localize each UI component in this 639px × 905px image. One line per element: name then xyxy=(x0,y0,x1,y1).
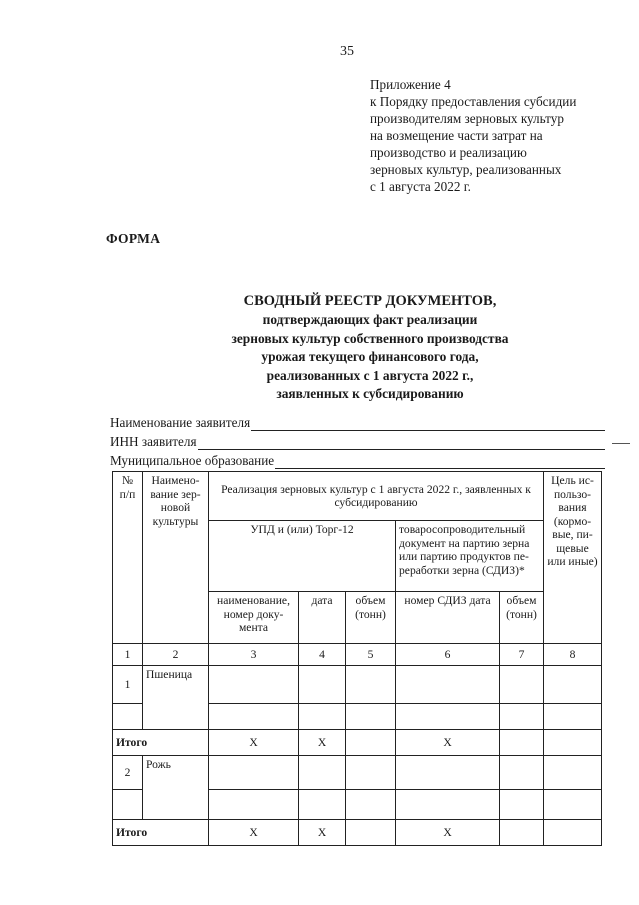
cell[interactable] xyxy=(500,790,544,820)
appendix-note xyxy=(370,76,630,195)
cell[interactable] xyxy=(396,756,500,790)
register-table xyxy=(112,471,602,846)
applicant-inn-line[interactable] xyxy=(198,435,605,450)
cell[interactable] xyxy=(396,790,500,820)
title-line: подтверждающих факт реализации xyxy=(262,312,478,327)
form-label: ФОРМА xyxy=(106,231,161,246)
cell[interactable] xyxy=(544,756,602,790)
appendix-line: на возмещение части затрат на xyxy=(370,128,543,143)
header-sdiz-group: товаросопроводительный документ на партию зерна или партию продуктов пе-реработки зерна (СДИЗ)* xyxy=(396,521,544,592)
applicant-fields xyxy=(110,412,605,469)
title-main: СВОДНЫЙ РЕЕСТР ДОКУМЕНТОВ, xyxy=(243,293,497,309)
col-number: 3 xyxy=(209,644,299,666)
cell[interactable] xyxy=(396,666,500,704)
cell[interactable] xyxy=(299,704,346,730)
appendix-line: с 1 августа 2022 г. xyxy=(370,179,471,194)
cell[interactable] xyxy=(209,756,299,790)
applicant-name-line[interactable] xyxy=(251,416,605,431)
appendix-line: Приложение 4 xyxy=(370,77,451,92)
cell[interactable] xyxy=(544,790,602,820)
col-number: 1 xyxy=(113,644,143,666)
applicant-name-label: Наименование заявителя xyxy=(110,415,251,430)
table-row xyxy=(113,756,602,790)
cell[interactable] xyxy=(346,820,396,846)
cell[interactable] xyxy=(346,666,396,704)
total-row xyxy=(113,820,602,846)
cell[interactable] xyxy=(209,790,299,820)
header-num: № п/п xyxy=(113,472,143,644)
x-mark: Х xyxy=(396,820,500,846)
appendix-line: к Порядку предоставления субсидии xyxy=(370,94,577,109)
scan-mark xyxy=(612,443,630,444)
cell[interactable] xyxy=(500,756,544,790)
header-upd: УПД и (или) Торг-12 xyxy=(209,521,396,592)
header-volume2: объем (тонн) xyxy=(500,592,544,644)
cell[interactable] xyxy=(396,704,500,730)
header-sdiz-num: номер СДИЗ дата xyxy=(396,592,500,644)
municipality-field[interactable] xyxy=(110,450,605,469)
applicant-name-field[interactable] xyxy=(110,412,605,431)
x-mark: Х xyxy=(209,820,299,846)
crop-name: Рожь xyxy=(143,756,209,820)
cell[interactable] xyxy=(299,756,346,790)
cell[interactable] xyxy=(500,820,544,846)
cell[interactable] xyxy=(346,704,396,730)
cell[interactable] xyxy=(544,820,602,846)
cell[interactable] xyxy=(209,666,299,704)
cell[interactable] xyxy=(346,730,396,756)
page-number: 35 xyxy=(340,44,354,59)
cell[interactable] xyxy=(299,790,346,820)
cell[interactable] xyxy=(544,730,602,756)
title-line: заявленных к субсидированию xyxy=(276,386,464,401)
applicant-inn-label: ИНН заявителя xyxy=(110,434,197,449)
cell[interactable] xyxy=(299,666,346,704)
cell[interactable] xyxy=(544,666,602,704)
cell[interactable] xyxy=(346,756,396,790)
municipality-line[interactable] xyxy=(275,454,605,469)
row-num: 1 xyxy=(113,666,143,704)
cell[interactable] xyxy=(113,704,143,730)
cell[interactable] xyxy=(500,704,544,730)
document-title xyxy=(160,292,580,404)
table-row xyxy=(113,666,602,704)
header-doc-name: наименование, номер доку-мента xyxy=(209,592,299,644)
cell[interactable] xyxy=(544,704,602,730)
col-number: 7 xyxy=(500,644,544,666)
header-volume: объем (тонн) xyxy=(346,592,396,644)
row-num: 2 xyxy=(113,756,143,790)
header-purpose: Цель ис-пользо-вания (кормо-вые, пи-щевые или иные) xyxy=(544,472,602,644)
cell[interactable] xyxy=(500,666,544,704)
appendix-line: зерновых культур, реализованных xyxy=(370,162,562,177)
x-mark: Х xyxy=(209,730,299,756)
cell[interactable] xyxy=(500,730,544,756)
cell[interactable] xyxy=(346,790,396,820)
col-number: 5 xyxy=(346,644,396,666)
municipality-label: Муниципальное образование xyxy=(110,453,275,468)
x-mark: Х xyxy=(396,730,500,756)
col-number: 4 xyxy=(299,644,346,666)
header-crop: Наимено-вание зер-новой культуры xyxy=(143,472,209,644)
header-date: дата xyxy=(299,592,346,644)
header-sales: Реализация зерновых культур с 1 августа 2022 г., заявленных к субсидированию xyxy=(209,472,544,521)
col-number: 8 xyxy=(544,644,602,666)
col-number: 6 xyxy=(396,644,500,666)
title-line: урожая текущего финансового года, xyxy=(261,349,479,364)
appendix-line: производство и реализацию xyxy=(370,145,527,160)
x-mark: Х xyxy=(299,820,346,846)
col-number: 2 xyxy=(143,644,209,666)
crop-name: Пшеница xyxy=(143,666,209,730)
total-row xyxy=(113,730,602,756)
applicant-inn-field[interactable] xyxy=(110,431,605,450)
title-line: реализованных с 1 августа 2022 г., xyxy=(266,367,474,383)
total-label: Итого xyxy=(113,820,209,846)
cell[interactable] xyxy=(209,704,299,730)
total-label: Итого xyxy=(113,730,209,756)
x-mark: Х xyxy=(299,730,346,756)
cell[interactable] xyxy=(113,790,143,820)
appendix-line: производителям зерновых культур xyxy=(370,111,564,126)
title-line: зерновых культур собственного производства xyxy=(231,330,509,346)
